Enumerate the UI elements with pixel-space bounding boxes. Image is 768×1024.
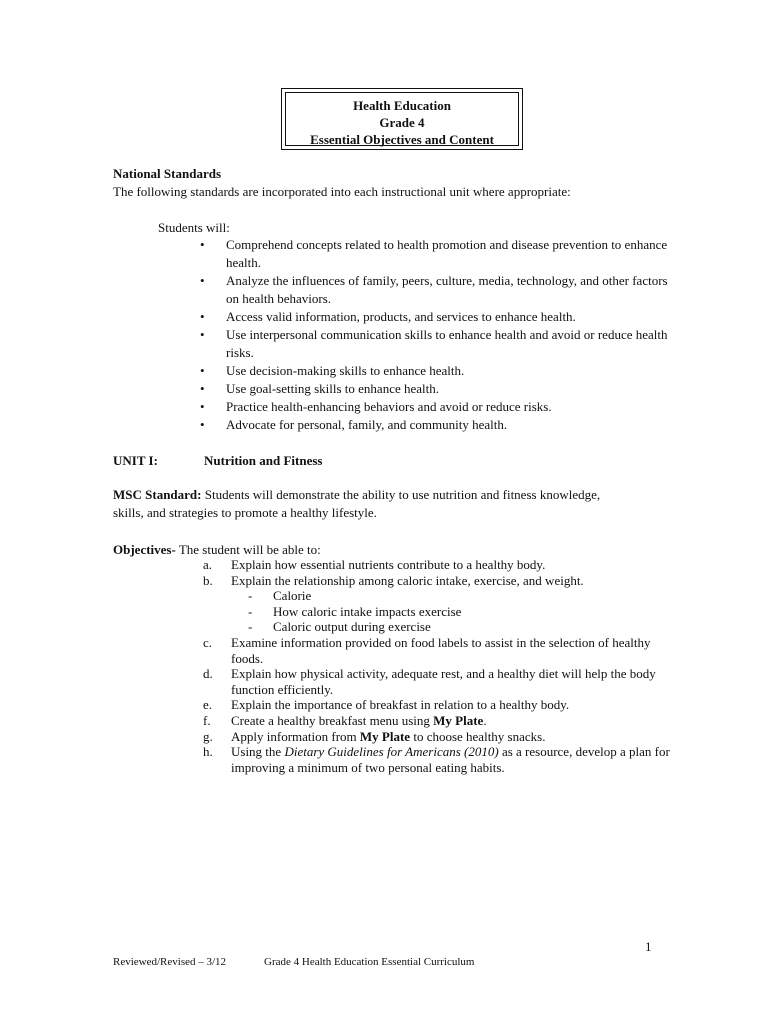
national-standards-intro: The following standards are incorporated into each instructional unit where appropriate: bbox=[113, 184, 571, 199]
footer-reviewed: Reviewed/Revised – 3/12 bbox=[113, 956, 227, 968]
my-plate-term: My Plate bbox=[433, 712, 484, 728]
objective-sublist bbox=[231, 588, 673, 635]
list-item bbox=[200, 326, 670, 362]
objective-text-pre: Apply information from bbox=[231, 728, 360, 744]
objective-letter: d. bbox=[203, 666, 213, 682]
bullet-icon: • bbox=[200, 237, 205, 252]
objective-text-post: . bbox=[483, 712, 487, 728]
title-box bbox=[281, 88, 523, 150]
objective-text: Explain how essential nutrients contribute to a healthy body. bbox=[231, 557, 546, 572]
bullet-icon: • bbox=[200, 309, 205, 324]
list-item bbox=[200, 272, 670, 308]
objective-letter: f. bbox=[203, 712, 211, 728]
objective-text-post: to choose healthy snacks. bbox=[410, 728, 546, 744]
list-item bbox=[203, 557, 673, 573]
list-item bbox=[203, 729, 673, 745]
msc-standard bbox=[113, 486, 633, 522]
footer-curriculum: Grade 4 Health Education Essential Curriculum bbox=[264, 956, 475, 968]
objective-text-post: as a resource, develop a plan for improving a minimum of two personal eating habits. bbox=[231, 744, 670, 775]
unit-label: UNIT I: bbox=[113, 453, 158, 468]
objective-text-pre: Create a healthy breakfast menu using bbox=[231, 712, 434, 728]
objective-text: Explain the importance of breakfast in relation to a healthy body. bbox=[231, 697, 570, 713]
unit-title: Nutrition and Fitness bbox=[204, 453, 323, 468]
objective-letter: h. bbox=[203, 744, 213, 760]
standard-text: Advocate for personal, family, and community health. bbox=[226, 417, 508, 432]
objective-text bbox=[231, 713, 487, 728]
page-number: 1 bbox=[645, 939, 652, 954]
objectives-list bbox=[203, 557, 673, 775]
sub-item-text: Calorie bbox=[273, 588, 312, 604]
title-subject: Health Education bbox=[353, 98, 451, 113]
list-item bbox=[200, 416, 670, 434]
objective-letter: e. bbox=[203, 697, 213, 713]
objective-text: Examine information provided on food labels to assist in the selection of healthy foods. bbox=[231, 634, 651, 666]
list-item bbox=[200, 380, 670, 398]
objective-letter: a. bbox=[203, 557, 213, 572]
my-plate-term: My Plate bbox=[359, 728, 411, 744]
standard-text: Access valid information, products, and services to enhance health. bbox=[226, 309, 576, 324]
msc-standard-label: MSC Standard: bbox=[113, 487, 202, 502]
objective-text-pre: Using the bbox=[231, 744, 285, 760]
bullet-icon: • bbox=[200, 273, 205, 288]
bullet-icon: • bbox=[200, 363, 205, 378]
objective-text: Explain the relationship among caloric intake, exercise, and weight. bbox=[231, 572, 584, 588]
students-will-label: Students will: bbox=[158, 220, 230, 235]
standard-text: Use decision-making skills to enhance health. bbox=[226, 363, 465, 378]
sub-item-text: Caloric output during exercise bbox=[273, 619, 431, 635]
list-item bbox=[203, 697, 673, 713]
standard-text: Comprehend concepts related to health promotion and disease prevention to enhance health. bbox=[226, 237, 668, 270]
standard-text: Use goal-setting skills to enhance health. bbox=[226, 381, 440, 396]
list-item bbox=[203, 573, 673, 635]
list-item bbox=[231, 619, 673, 635]
objective-text bbox=[231, 729, 545, 744]
list-item bbox=[200, 308, 670, 326]
dietary-guidelines-title: Dietary Guidelines for Americans (2010) bbox=[284, 744, 499, 760]
bullet-icon: • bbox=[200, 327, 205, 342]
objective-text: Explain how physical activity, adequate rest, and a healthy diet will help the body function efficiently. bbox=[231, 666, 656, 697]
sub-item-text: How caloric intake impacts exercise bbox=[273, 603, 462, 619]
dash-icon: - bbox=[248, 603, 253, 619]
objective-text bbox=[231, 744, 670, 775]
list-item bbox=[231, 588, 673, 604]
objective-letter: b. bbox=[203, 572, 213, 588]
objectives-intro: The student will be able to: bbox=[175, 542, 321, 557]
standard-text: Analyze the influences of family, peers, culture, media, technology, and other factors on health behaviors. bbox=[226, 273, 668, 306]
list-item bbox=[200, 236, 670, 272]
standard-text: Use interpersonal communication skills to enhance health and avoid or reduce health risks. bbox=[226, 327, 668, 360]
dash-icon: - bbox=[248, 588, 253, 604]
national-standards-heading: National Standards bbox=[113, 166, 221, 181]
title-grade: Grade 4 bbox=[379, 115, 425, 130]
msc-standard-text: Students will demonstrate the ability to use nutrition and fitness knowledge, skills, and strategies to promote a healthy lifestyle. bbox=[113, 487, 601, 520]
list-item bbox=[200, 362, 670, 380]
objective-letter: c. bbox=[203, 634, 213, 650]
list-item bbox=[200, 398, 670, 416]
standard-text: Practice health-enhancing behaviors and avoid or reduce risks. bbox=[226, 399, 552, 414]
list-item bbox=[203, 635, 673, 666]
standards-list bbox=[200, 236, 670, 434]
list-item bbox=[203, 744, 673, 775]
objectives-label: Objectives- bbox=[113, 542, 176, 557]
title-heading: Essential Objectives and Content bbox=[310, 132, 494, 147]
bullet-icon: • bbox=[200, 399, 205, 414]
dash-icon: - bbox=[248, 619, 253, 635]
list-item bbox=[203, 713, 673, 729]
title-inner-border bbox=[285, 92, 519, 146]
list-item bbox=[203, 666, 673, 697]
objective-letter: g. bbox=[203, 728, 213, 744]
list-item bbox=[231, 604, 673, 620]
bullet-icon: • bbox=[200, 381, 205, 396]
bullet-icon: • bbox=[200, 417, 205, 432]
